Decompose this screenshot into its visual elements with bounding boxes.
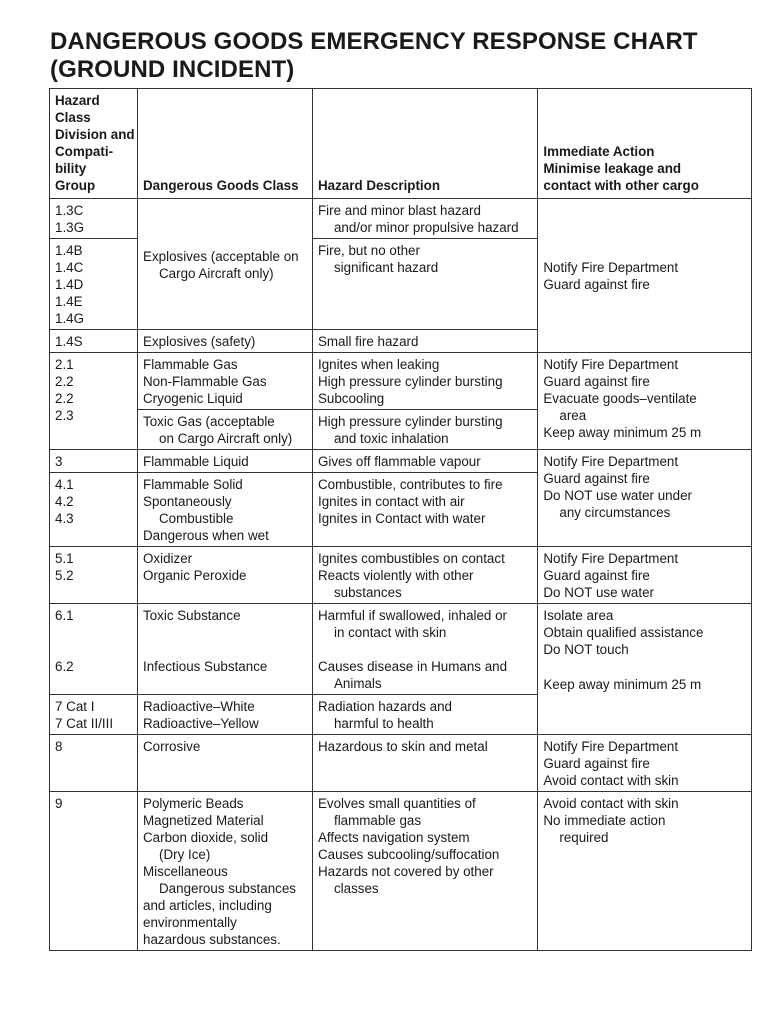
class-cell xyxy=(50,330,138,353)
cell-line: Hazard xyxy=(55,93,100,108)
description-cell xyxy=(312,792,537,951)
page-title xyxy=(50,28,750,84)
header-hazard-class xyxy=(50,89,138,199)
dg-class-cell xyxy=(138,450,313,473)
description-cell xyxy=(312,450,537,473)
cell-line: 1.4D xyxy=(55,277,84,292)
dg-class-cell xyxy=(138,410,313,450)
cell-line: Affects navigation system xyxy=(317,830,470,845)
cell-line: Animals xyxy=(333,676,382,691)
cell-line: 5.2 xyxy=(55,568,74,583)
cell-line: Oxidizer xyxy=(143,551,193,566)
dg-class-text: Explosives (safety) xyxy=(143,334,256,349)
cell-line: significant hazard xyxy=(333,260,439,275)
table-row xyxy=(50,695,752,735)
cell-line: any circumstances xyxy=(559,505,671,520)
dg-class-text: Flammable Liquid xyxy=(143,454,249,469)
header-hazard-description xyxy=(312,89,537,199)
dg-class-cell xyxy=(138,695,313,735)
cell-line: Organic Peroxide xyxy=(143,568,247,583)
cell-line: Combustible xyxy=(159,511,234,526)
cell-line: 7 Cat I xyxy=(55,699,95,714)
cell-line: Notify Fire Department xyxy=(543,357,679,372)
cell-line: Explosives (acceptable on xyxy=(143,248,299,264)
cell-line: Obtain qualified assistance xyxy=(543,625,704,640)
cell-line: area xyxy=(559,408,587,423)
description-cell xyxy=(312,604,537,695)
cell-line: Avoid contact with skin xyxy=(543,773,679,788)
cell-line: flammable gas xyxy=(333,813,422,828)
cell-line: 4.1 xyxy=(55,477,74,492)
cell-line: Carbon dioxide, solid xyxy=(143,830,269,845)
class-cell xyxy=(50,450,138,473)
cell-line: Radiation hazards and xyxy=(317,699,452,714)
cell-line: Notify Fire Department xyxy=(543,454,679,469)
cell-line: Notify Fire Department xyxy=(543,260,679,275)
cell-line: Spontaneously xyxy=(143,494,232,509)
cell-line: Immediate Action xyxy=(543,144,655,159)
action-cell xyxy=(538,547,752,604)
cell-line: Fire, but no other xyxy=(317,243,420,258)
cell-line: Avoid contact with skin xyxy=(543,796,679,811)
description-cell xyxy=(312,473,537,547)
class-cell xyxy=(50,239,138,330)
class-text: 3 xyxy=(55,454,63,469)
cell-line: Guard against fire xyxy=(543,568,650,583)
cell-line: 1.4G xyxy=(55,311,85,326)
description-cell xyxy=(312,695,537,735)
dg-class-cell xyxy=(138,604,313,695)
description-group xyxy=(318,658,531,692)
class-cell xyxy=(50,473,138,547)
cell-line: 2.3 xyxy=(55,408,74,423)
cell-line: Dangerous when wet xyxy=(143,528,269,543)
dg-class-text: Toxic Substance xyxy=(143,608,241,623)
cell-line: Dangerous substances xyxy=(159,881,296,896)
cell-line: 2.2 xyxy=(55,374,74,389)
cell-line: 1.4B xyxy=(55,243,83,258)
class-cell xyxy=(50,735,138,792)
class-text: 1.4S xyxy=(55,334,83,349)
class-text: 9 xyxy=(55,796,63,811)
table-row xyxy=(50,450,752,473)
cell-line: Keep away minimum 25 m xyxy=(543,425,702,440)
action-cell xyxy=(538,353,752,450)
description-cell xyxy=(312,735,537,792)
cell-line: Ignites combustibles on contact xyxy=(317,551,505,566)
description-cell xyxy=(312,353,537,410)
class-cell xyxy=(50,792,138,951)
cell-line: on Cargo Aircraft only) xyxy=(159,431,293,446)
header-dg-class xyxy=(138,89,313,199)
description-cell xyxy=(312,410,537,450)
cell-line: substances xyxy=(333,585,402,600)
cell-line: Notify Fire Department xyxy=(543,739,679,754)
cell-line: Evacuate goods–ventilate xyxy=(543,391,697,406)
cell-line: hazardous substances. xyxy=(143,932,281,947)
cell-line: Subcooling xyxy=(317,391,385,406)
dg-class-text: Infectious Substance xyxy=(143,659,268,674)
cell-line: Division and xyxy=(55,127,135,142)
cell-line: Group xyxy=(55,178,96,193)
cell-line: Combustible, contributes to fire xyxy=(317,477,503,492)
cell-line: Guard against fire xyxy=(543,277,650,292)
cell-line: Non-Flammable Gas xyxy=(143,374,267,389)
cell-line: Do NOT touch xyxy=(543,642,629,657)
cell-line: classes xyxy=(333,881,379,896)
action-cell xyxy=(538,199,752,353)
class-cell xyxy=(50,604,138,695)
cell-line: and toxic inhalation xyxy=(333,431,449,446)
description-text: Hazardous to skin and metal xyxy=(317,739,488,754)
cell-line: High pressure cylinder bursting xyxy=(317,374,503,389)
dg-class-cell xyxy=(138,735,313,792)
cell-line: Guard against fire xyxy=(543,374,650,389)
emergency-response-table xyxy=(49,88,752,951)
cell-line: 2.2 xyxy=(55,391,74,406)
action-cell xyxy=(538,676,752,735)
page-title-line-2: (GROUND INCIDENT) xyxy=(50,56,295,83)
header-immediate-action xyxy=(538,89,752,199)
cell-line: environmentally xyxy=(143,915,237,930)
cell-line: Radioactive–White xyxy=(143,699,255,714)
table-row xyxy=(50,735,752,792)
cell-line: 1.4C xyxy=(55,260,84,275)
cell-line: harmful to health xyxy=(333,716,434,731)
cell-line: Ignites in contact with air xyxy=(317,494,465,509)
table-row xyxy=(50,547,752,604)
page-title-line-1: DANGEROUS GOODS EMERGENCY RESPONSE CHART xyxy=(50,28,698,55)
cell-line: High pressure cylinder bursting xyxy=(317,414,503,429)
cell-line: Do NOT use water under xyxy=(543,488,692,503)
description-group xyxy=(318,607,531,658)
cell-line: Polymeric Beads xyxy=(143,796,244,811)
cell-line: Ignites when leaking xyxy=(317,357,440,372)
cell-line: Notify Fire Department xyxy=(543,551,679,566)
action-text: Keep away minimum 25 m xyxy=(543,676,702,692)
cell-line: Harmful if swallowed, inhaled or xyxy=(317,608,508,623)
cell-line: 4.3 xyxy=(55,511,74,526)
cell-line: 5.1 xyxy=(55,551,74,566)
cell-line: Do NOT use water xyxy=(543,585,655,600)
cell-line: No immediate action xyxy=(543,813,666,828)
action-cell xyxy=(538,450,752,547)
cell-line: Cryogenic Liquid xyxy=(143,391,243,406)
cell-line: Class xyxy=(55,110,91,125)
cell-line: in contact with skin xyxy=(333,625,447,640)
cell-line: required xyxy=(559,830,609,845)
cell-line: Causes subcooling/suffocation xyxy=(317,847,500,862)
class-text: 6.1 xyxy=(55,608,74,623)
cell-line: (Dry Ice) xyxy=(159,847,211,862)
header-hazard-description-label: Hazard Description xyxy=(317,178,441,193)
dg-class-cell xyxy=(138,330,313,353)
cell-line: Toxic Gas (acceptable xyxy=(143,414,275,429)
cell-line: and articles, including xyxy=(143,898,272,913)
cell-line: bility xyxy=(55,161,87,176)
cell-line: Fire and minor blast hazard xyxy=(317,203,481,218)
description-cell xyxy=(312,547,537,604)
cell-line: contact with other cargo xyxy=(543,178,699,193)
cell-line: Compati- xyxy=(55,144,114,159)
dg-class-cell xyxy=(138,473,313,547)
class-cell xyxy=(50,695,138,735)
dg-class-text: Corrosive xyxy=(143,739,201,754)
cell-line: Guard against fire xyxy=(543,471,650,486)
cell-line: and/or minor propulsive hazard xyxy=(333,220,519,235)
dg-class-cell xyxy=(138,199,313,330)
cell-line: Flammable Solid xyxy=(143,477,243,492)
dg-class-cell xyxy=(138,792,313,951)
cell-line: Hazards not covered by other xyxy=(317,864,494,879)
description-text: Gives off flammable vapour xyxy=(317,454,481,469)
cell-line: 1.3G xyxy=(55,220,85,235)
cell-line: Guard against fire xyxy=(543,756,650,771)
cell-line: Isolate area xyxy=(543,608,614,623)
cell-line: Miscellaneous xyxy=(143,864,228,879)
cell-line: Flammable Gas xyxy=(143,357,238,372)
cell-line: Radioactive–Yellow xyxy=(143,716,259,731)
cell-line: 1.3C xyxy=(55,203,84,218)
header-row xyxy=(50,89,752,199)
cell-line: 4.2 xyxy=(55,494,74,509)
cell-line: Magnetized Material xyxy=(143,813,264,828)
class-text: 6.2 xyxy=(55,659,74,674)
cell-line: Causes disease in Humans and xyxy=(317,659,508,674)
table-row xyxy=(50,353,752,410)
cell-line: Cargo Aircraft only) xyxy=(159,265,274,281)
cell-line: Ignites in Contact with water xyxy=(317,511,486,526)
table-row xyxy=(50,199,752,239)
cell-line: 1.4E xyxy=(55,294,83,309)
class-text: 8 xyxy=(55,739,63,754)
description-text: Small fire hazard xyxy=(317,334,419,349)
dg-class-cell xyxy=(138,353,313,410)
cell-line: Minimise leakage and xyxy=(543,161,682,176)
cell-line: 7 Cat II/III xyxy=(55,716,114,731)
dg-class-cell xyxy=(138,547,313,604)
cell-line: Evolves small quantities of xyxy=(317,796,476,811)
action-cell xyxy=(538,792,752,951)
class-cell xyxy=(50,353,138,450)
table-row xyxy=(50,792,752,951)
class-cell xyxy=(50,199,138,239)
cell-line: 2.1 xyxy=(55,357,74,372)
description-cell xyxy=(312,199,537,239)
cell-line: Reacts violently with other xyxy=(317,568,474,583)
header-dg-class-label: Dangerous Goods Class xyxy=(143,178,299,193)
action-cell xyxy=(538,735,752,792)
description-cell xyxy=(312,330,537,353)
class-cell xyxy=(50,547,138,604)
description-cell xyxy=(312,239,537,330)
